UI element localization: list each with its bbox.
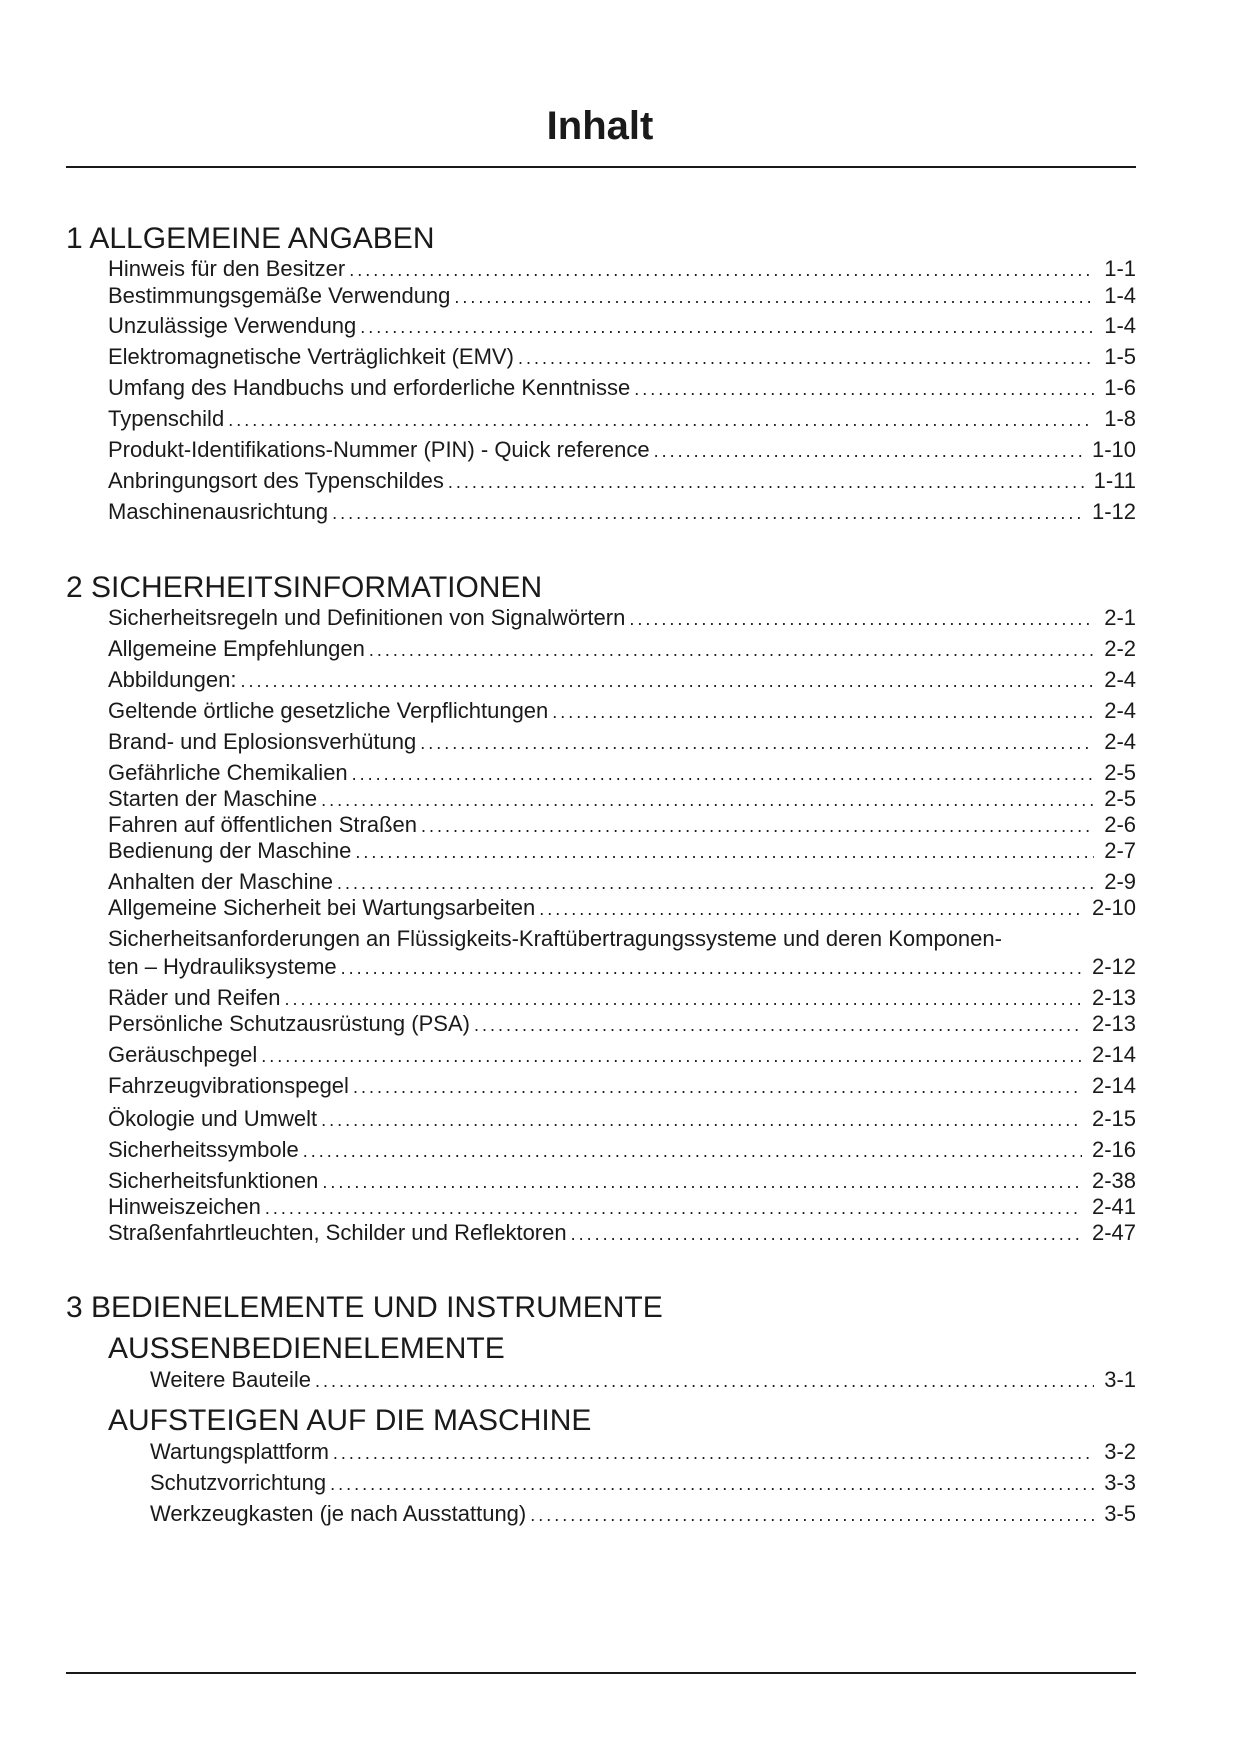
dot-leader [261,1042,1082,1069]
toc-entry-page: 3-3 [1104,1470,1136,1495]
toc-entry-label: Elektromagnetische Verträglichkeit (EMV) [108,344,514,369]
toc-entry-label: Starten der Maschine [108,786,318,811]
dot-leader [571,1220,1082,1247]
title-rule [66,166,1136,168]
toc-entry-label: Geltende örtliche gesetzliche Verpflichtungen [108,698,549,723]
toc-entry[interactable] [108,895,1136,922]
toc-entry[interactable] [108,468,1136,495]
toc-entry[interactable] [108,375,1136,402]
toc-entry[interactable] [108,812,1136,839]
toc-entry-page: 1-10 [1091,437,1136,462]
toc-entry[interactable] [108,1168,1136,1195]
toc-entry-page: 2-38 [1091,1168,1136,1193]
dot-leader [240,667,1094,694]
dot-leader [539,895,1082,922]
dot-leader [629,605,1094,632]
toc-entry[interactable] [108,729,1136,756]
toc-entry[interactable] [108,1106,1136,1133]
toc-entry[interactable] [108,760,1136,787]
toc-entry-label: Geräuschpegel [108,1042,258,1067]
toc-entry-page: 2-2 [1104,636,1136,661]
dot-leader [341,954,1082,981]
toc-entry-label: Sicherheitssymbole [108,1137,299,1162]
toc-entry-label: Gefährliche Chemikalien [108,760,348,785]
toc-entry-label: Unzulässige Verwendung [108,313,357,338]
section-heading[interactable]: AUSSENBEDIENELEMENTE [108,1332,505,1365]
section-heading[interactable]: AUFSTEIGEN AUF DIE MASCHINE [108,1404,592,1437]
toc-entry[interactable] [108,406,1136,433]
toc-entry[interactable] [108,838,1136,865]
dot-leader [352,760,1095,787]
toc-entry[interactable] [108,1194,1136,1221]
toc-entry[interactable] [150,1439,1136,1466]
dot-leader [454,283,1094,310]
toc-entry[interactable] [108,869,1136,896]
toc-entry[interactable] [108,1073,1136,1100]
dot-leader [333,1439,1094,1466]
toc-entry-page: 2-15 [1091,1106,1136,1131]
toc-entry-label: Maschinenausrichtung [108,499,329,524]
dot-leader [228,406,1094,433]
dot-leader [369,636,1094,663]
toc-entry[interactable] [108,344,1136,371]
toc-entry-label: Persönliche Schutzausrüstung (PSA) [108,1011,470,1036]
toc-entry-page: 1-4 [1104,313,1136,338]
toc-entry[interactable] [150,1367,1136,1394]
toc-entry[interactable] [108,786,1136,813]
dot-leader [315,1367,1094,1394]
toc-entry-page: 2-5 [1104,786,1136,811]
toc-entry-label: Fahrzeugvibrationspegel [108,1073,349,1098]
toc-entry-page: 1-1 [1104,256,1136,281]
dot-leader [360,313,1094,340]
chapter-2-heading[interactable]: 2 SICHERHEITSINFORMATIONEN [66,571,543,604]
toc-entry-page: 1-5 [1104,344,1136,369]
toc-entry-label: Werkzeugkasten (je nach Ausstattung) [150,1501,527,1526]
dot-leader [284,985,1082,1012]
dot-leader [349,256,1094,283]
dot-leader [654,437,1082,464]
toc-entry-page: 2-4 [1104,729,1136,754]
toc-entry-page: 2-16 [1091,1137,1136,1162]
toc-entry-label: Brand- und Eplosionsverhütung [108,729,417,754]
toc-entry[interactable] [108,985,1136,1012]
toc-entry-label: Wartungsplattform [150,1439,329,1464]
toc-entry-label: ten – Hydrauliksysteme [108,954,337,979]
toc-entry-page: 3-5 [1104,1501,1136,1526]
toc-entry-label: Bedienung der Maschine [108,838,352,863]
toc-entry-page: 1-6 [1104,375,1136,400]
toc-entry-page: 2-9 [1104,869,1136,894]
dot-leader [518,344,1094,371]
dot-leader [321,786,1094,813]
toc-entry[interactable] [108,636,1136,663]
dot-leader [322,1168,1082,1195]
dot-leader [552,698,1094,725]
dot-leader [353,1073,1082,1100]
toc-entry-label: Straßenfahrtleuchten, Schilder und Reflektoren [108,1220,567,1245]
dot-leader [265,1194,1082,1221]
toc-entry-label: Abbildungen: [108,667,237,692]
toc-entry-page: 2-10 [1091,895,1136,920]
toc-entry[interactable] [108,437,1136,464]
toc-entry-page: 2-47 [1091,1220,1136,1245]
toc-entry[interactable] [108,667,1136,694]
dot-leader [337,869,1094,896]
toc-entry-label: Typenschild [108,406,225,431]
toc-entry-page: 2-14 [1091,1073,1136,1098]
dot-leader [448,468,1084,495]
toc-entry[interactable] [108,698,1136,725]
toc-entry-page: 2-4 [1104,667,1136,692]
dot-leader [634,375,1094,402]
toc-entry[interactable] [108,605,1136,632]
toc-entry-label: Umfang des Handbuchs und erforderliche Kenntnisse [108,375,631,400]
toc-entry[interactable] [108,1042,1136,1069]
dot-leader [330,1470,1094,1497]
dot-leader [303,1137,1082,1164]
toc-entry-page: 2-6 [1104,812,1136,837]
dot-leader [420,729,1094,756]
toc-entry[interactable] [150,1470,1136,1497]
dot-leader [321,1106,1082,1133]
dot-leader [355,838,1094,865]
toc-entry[interactable] [108,499,1136,526]
toc-entry-label: Anhalten der Maschine [108,869,334,894]
toc-entry-label: Weitere Bauteile [150,1367,312,1392]
toc-entry-wrapped-line[interactable]: Sicherheitsanforderungen an Flüssigkeits-Kraftübertragungssysteme und deren Komponen- [108,926,1002,951]
toc-entry-label: Hinweis für den Besitzer [108,256,346,281]
toc-entry[interactable] [108,954,1136,981]
toc-entry-label: Produkt-Identifikations-Nummer (PIN) - Quick reference [108,437,650,462]
dot-leader [332,499,1082,526]
toc-entry-label: Bestimmungsgemäße Verwendung [108,283,451,308]
toc-entry[interactable] [108,1011,1136,1038]
toc-entry-page: 3-1 [1104,1367,1136,1392]
footer-rule [66,1672,1136,1674]
toc-entry-label: Schutzvorrichtung [150,1470,327,1495]
toc-entry-label: Räder und Reifen [108,985,281,1010]
toc-entry-page: 2-13 [1091,985,1136,1010]
toc-entry-label: Sicherheitsfunktionen [108,1168,319,1193]
toc-entry-page: 1-12 [1091,499,1136,524]
toc-entry-page: 2-7 [1104,838,1136,863]
toc-entry-label: Ökologie und Umwelt [108,1106,318,1131]
toc-entry-label: Sicherheitsregeln und Definitionen von Signalwörtern [108,605,626,630]
toc-entry-label: Hinweiszeichen [108,1194,261,1219]
toc-entry-page: 2-4 [1104,698,1136,723]
toc-entry[interactable] [108,256,1136,283]
dot-leader [474,1011,1082,1038]
toc-entry[interactable] [108,1220,1136,1247]
toc-entry-page: 2-12 [1091,954,1136,979]
toc-entry-page: 1-4 [1104,283,1136,308]
toc-entry-page: 2-41 [1091,1194,1136,1219]
toc-entry[interactable] [108,313,1136,340]
toc-entry-label: Allgemeine Sicherheit bei Wartungsarbeiten [108,895,536,920]
toc-entry-label: Fahren auf öffentlichen Straßen [108,812,418,837]
toc-entry-page: 2-13 [1091,1011,1136,1036]
toc-entry[interactable] [150,1501,1136,1528]
toc-entry-page: 1-8 [1104,406,1136,431]
toc-entry-label: Allgemeine Empfehlungen [108,636,365,661]
page-title: Inhalt [546,104,654,148]
toc-entry-page: 2-1 [1104,605,1136,630]
toc-entry-label: Anbringungsort des Typenschildes [108,468,444,493]
dot-leader [421,812,1094,839]
toc-entry-page: 3-2 [1104,1439,1136,1464]
toc-entry[interactable] [108,1137,1136,1164]
toc-entry[interactable] [108,283,1136,310]
chapter-1-heading[interactable]: 1 ALLGEMEINE ANGABEN [66,222,435,255]
toc-entry-page: 1-11 [1093,468,1136,493]
chapter-3-heading[interactable]: 3 BEDIENELEMENTE UND INSTRUMENTE [66,1291,663,1324]
dot-leader [530,1501,1094,1528]
toc-entry-page: 2-5 [1104,760,1136,785]
toc-entry-page: 2-14 [1091,1042,1136,1067]
